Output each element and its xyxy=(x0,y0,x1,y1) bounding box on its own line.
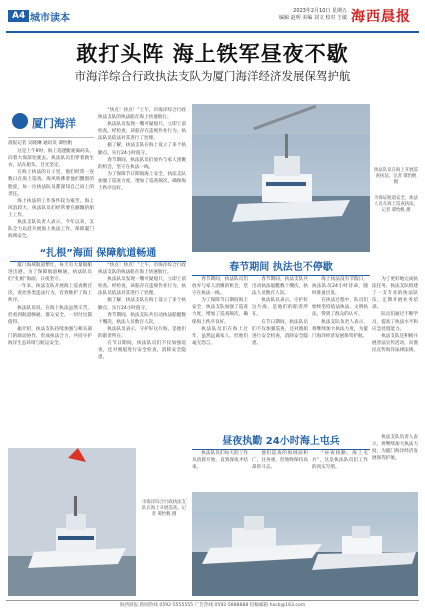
paragraph: 队员们通过不断学习，提高了执法水平和应急处置能力。 xyxy=(372,312,418,332)
newspaper-logo: 海西晨报 xyxy=(351,9,411,25)
brand-emblem-icon xyxy=(12,113,28,129)
paragraph: 执法支队还积极开展普法宣传活动，向渔民宣传海洋法律法规。 xyxy=(372,333,418,353)
article-column-1-lower xyxy=(8,262,92,444)
paragraph: 执法队员说，在海上执法虽然辛苦，但看到航道畅通、群众安全，一切付出都值得。 xyxy=(8,305,92,325)
photo-caption-top: 执法队员在海上开展巡查执法。记者 谭怡帆 摄 xyxy=(374,168,418,186)
paragraph: 春节期间，执法队员们放弃与家人团聚的机会，坚守在执法一线。 xyxy=(98,157,186,170)
paragraph: 据介绍，执法支队持续加强与相关部门的联动协作，形成执法合力，共同守护海洋生态环境与航运安全。 xyxy=(8,326,92,347)
header-rule xyxy=(6,31,419,33)
subtitle-1-text: “扎根”海面 保障航道畅通 xyxy=(39,248,157,259)
article-column-3 xyxy=(192,276,248,428)
subtitle-3 xyxy=(192,432,370,450)
paragraph: 在海上执法的日子里，他们经常一连数日在海上巡查。海风吹拂着他们黝黑的脸庞，每一位执法队员都深知自己肩上的责任。 xyxy=(8,170,94,197)
byline: 晨报记者 吴晓琳 通讯员 谭怡帆 xyxy=(8,141,73,146)
paragraph: 在执法过程中，队员们始终坚持依法执法、文明执法，得到了群众的认可。 xyxy=(312,298,368,318)
paragraph: 厦门海域航道繁忙，每天有大量船舶进出港。为了保障航道畅通，执法队员们“扎根”海面，日夜坚守。 xyxy=(8,263,92,283)
issue-date: 2023年2月10日 星期五 xyxy=(293,8,347,14)
article-column-6 xyxy=(372,276,418,428)
paragraph: 执法队员表示，守护好这片海，是他们的职责所在。 xyxy=(252,298,308,318)
ship-photo-bottom-right-image xyxy=(192,492,418,596)
article-column-2-lower xyxy=(98,262,186,462)
subtitle-1 xyxy=(10,244,186,262)
paragraph: 为了保障节日期间海上安全，执法支队加强了巡查力度，增加了巡查频次，确保海上秩序良好。 xyxy=(98,171,186,192)
article-column-2 xyxy=(98,107,186,235)
paragraph: “快点！快点！”上午，市海洋综合行政执法支队的执法船在海上快速航行。 xyxy=(98,108,186,121)
article-column-4 xyxy=(252,276,308,428)
article-column-1 xyxy=(8,140,94,240)
headline: 敢打头阵 海上铁军昼夜不歇 xyxy=(76,42,349,66)
paragraph: 在节日期间，执法队员们不仅加强巡查，还对渔船进行安全检查，消除安全隐患。 xyxy=(98,341,186,361)
ship-photo-top xyxy=(192,104,370,252)
paragraph: 据了解，执法支队在海上设立了多个执勤点，实行24小时值守。 xyxy=(98,143,186,156)
paragraph: 执法队员发现一艘可疑船只，立即上前检查。经检查，该船存在违规作业行为，执法队员依法对其进行了处理。 xyxy=(98,122,186,142)
subheadline: 市海洋综合行政执法支队为厦门海洋经济发展保驾护航 xyxy=(74,69,351,83)
subtitle-3-text: 昼夜执勤 24小时海上屯兵 xyxy=(222,436,340,447)
paragraph: 为了保障节日期间海上安全，执法支队加强了巡查力度，增加了巡查频次，确保海上秩序良好。 xyxy=(192,298,248,325)
section-title: 城市读本 xyxy=(30,13,70,24)
article-column-7 xyxy=(192,450,248,488)
subtitle-2 xyxy=(192,258,370,276)
paragraph: 为了更好地完成执法任务，执法支队组建了一支专业的执法队伍，定期开展业务培训。 xyxy=(372,277,418,311)
article-column-10 xyxy=(372,434,418,488)
paragraph: “昼夜执勤，海上屯兵”，这是执法队员们工作的真实写照。 xyxy=(312,451,368,471)
paragraph: 他们巡查的海域面积广，任务重，但始终保持高昂的斗志。 xyxy=(252,451,308,471)
subtitle-2-text: 春节期间 执法也不停歇 xyxy=(229,262,333,273)
paragraph: 据了解，执法支队在海上设立了多个执勤点，实行24小时值守。 xyxy=(98,298,186,311)
paragraph: 执法队员们每天的工作从清晨开始，直到深夜才结束。 xyxy=(192,451,248,471)
boat-photo-bottom-left-image xyxy=(8,448,136,596)
photo-caption-right: 为保证航道安全，执法人员在海上巡查执法。记者 谭怡帆 摄 xyxy=(374,196,418,214)
footer: 海西晨报 新闻热线 0592-5555555 广告热线 0592-5888888 投稿邮箱 hxcb@163.com xyxy=(6,600,419,608)
paragraph: 执法支队负责人表示，将继续加大执法力度，为厦门海洋经济发展保驾护航。 xyxy=(312,319,368,339)
photo-caption-bottom-left: 市海洋综合行政执法支队在海上开展巡查。记者 谭怡帆 摄 xyxy=(142,500,186,518)
masthead xyxy=(6,6,419,32)
brand-name: 厦门海洋 xyxy=(32,117,76,130)
ship-photo-bottom-right xyxy=(192,492,418,596)
paragraph: 执法支队负责人表示，今年以来，支队全力以赴开展海上执法工作，保障厦门海域安全。 xyxy=(8,220,94,240)
article-column-9 xyxy=(312,450,368,488)
article-column-8 xyxy=(252,450,308,488)
brand-box xyxy=(8,107,94,138)
paragraph: “快点！快点！”上午，市海洋综合行政执法支队的执法船在海上快速航行。 xyxy=(98,263,186,276)
paragraph: 这是上午9时，海上巡逻艇驶离码头，向着大海深处驶去。执法队员们穿着救生衣，站在船头，目光坚定。 xyxy=(8,149,94,169)
issue-info xyxy=(279,8,347,22)
paragraph: 一年来，执法支队开展海上巡查数百次，查处各类违法行为，有效维护了海上秩序。 xyxy=(8,284,92,304)
paragraph: 执法队员们在海上过年，虽然远离家人，但他们毫无怨言。 xyxy=(192,326,248,346)
paragraph: 执法支队负责人表示，将继续加大执法力度，为厦门海洋经济发展保驾护航。 xyxy=(372,435,418,462)
paragraph: 春节期间，执法队员们放弃与家人团聚的机会，坚守在执法一线。 xyxy=(192,277,248,297)
page-number-tag: A4 xyxy=(8,10,29,22)
paragraph: 春节期间，执法支队共出动执法船艇数十艘次，执法人员数百人次。 xyxy=(252,277,308,297)
issue-editors: 编辑 赵明 美编 刘文 校对 王敏 xyxy=(279,15,347,21)
paragraph: 在节日期间，执法队员们不仅加强巡查，还对渔船进行安全检查，消除安全隐患。 xyxy=(252,319,308,346)
ship-photo-top-image xyxy=(192,104,370,252)
paragraph: 海上执法的工作条件较为艰苦，海上风浪较大，执法队员们经常要在颠簸的船上工作。 xyxy=(8,198,94,218)
paragraph: 执法队员表示，守护好这片海，是他们的职责所在。 xyxy=(98,326,186,339)
paragraph: 春节期间，执法支队共出动执法船艇数十艘次，执法人员数百人次。 xyxy=(98,312,186,325)
paragraph: 海上执法没有节假日，执法队员24小时待命，随时准备出发。 xyxy=(312,277,368,297)
article-column-5 xyxy=(312,276,368,428)
boat-photo-bottom-left xyxy=(8,448,136,596)
paragraph: 执法队员发现一艘可疑船只，立即上前检查。经检查，该船存在违规作业行为，执法队员依法对其进行了处理。 xyxy=(98,277,186,297)
